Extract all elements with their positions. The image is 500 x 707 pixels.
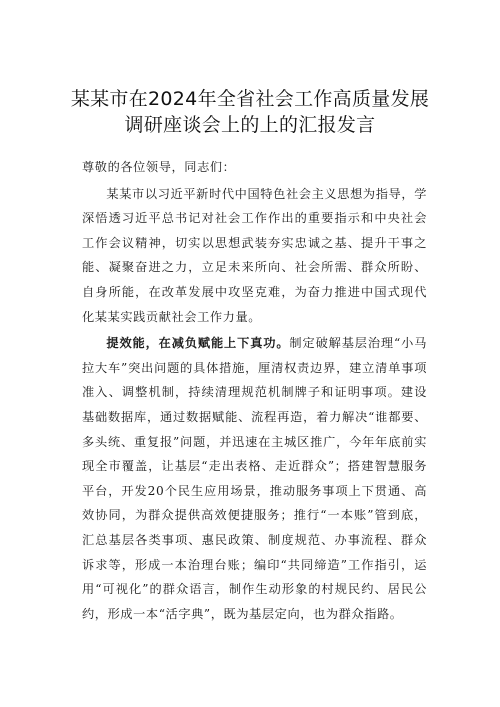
document-body (82, 155, 427, 628)
paragraph-efficiency-heading: 提效能，在减负赋能上下真功。 (106, 336, 290, 351)
paragraph-efficiency (82, 331, 427, 626)
paragraph-intro: 某某市以习近平新时代中国特色社会主义思想为指导，学深悟透习近平总书记对社会工作作出的重要指示和中央社会工作会议精神，切实以思想武装夯实忠诚之基、提升干事之能、凝聚奋进之力，立足未来所向、社会所需、群众所盼、自身所能，在改革发展中攻坚克难，为奋力推进中国式现代化某某实践贡献社会工作力量。 (82, 186, 427, 324)
document-title (40, 86, 460, 138)
salutation: 尊敬的各位领导，同志们： (82, 160, 236, 174)
paragraph-efficiency-text: 制定破解基层治理“小马拉大车”突出问题的具体措施，厘清权责边界，建立清单事项准入、调整机制，持续清理规范机制牌子和证明事项。建设基础数据库，通过数据赋能、流程再造，着力解决“谁都要、多头统、重复报”问题，并迅速在主城区推广，今年年底前实现全市覆盖，让基层“走出表格、走近群众”；搭建智慧服务平台，开发20个民生应用场景，推动服务事项上下贯通、高效协同，为群众提供高效便捷服务；推行“一本账”管到底，汇总基层各类事项、惠民政策、制度规范、办事流程、群众诉求等，形成一本治理台账；编印“共同缔造”工作指引，运用“可视化”的群众语言，制作生动形象的村规民约、居民公约，形成一本“活字典”，既为基层定向，也为群众指路。 (82, 336, 427, 621)
title-line-1: 某某市在2024年全省社会工作高质量发展 (70, 88, 430, 110)
title-line-2: 调研座谈会上的上的汇报发言 (124, 114, 376, 136)
